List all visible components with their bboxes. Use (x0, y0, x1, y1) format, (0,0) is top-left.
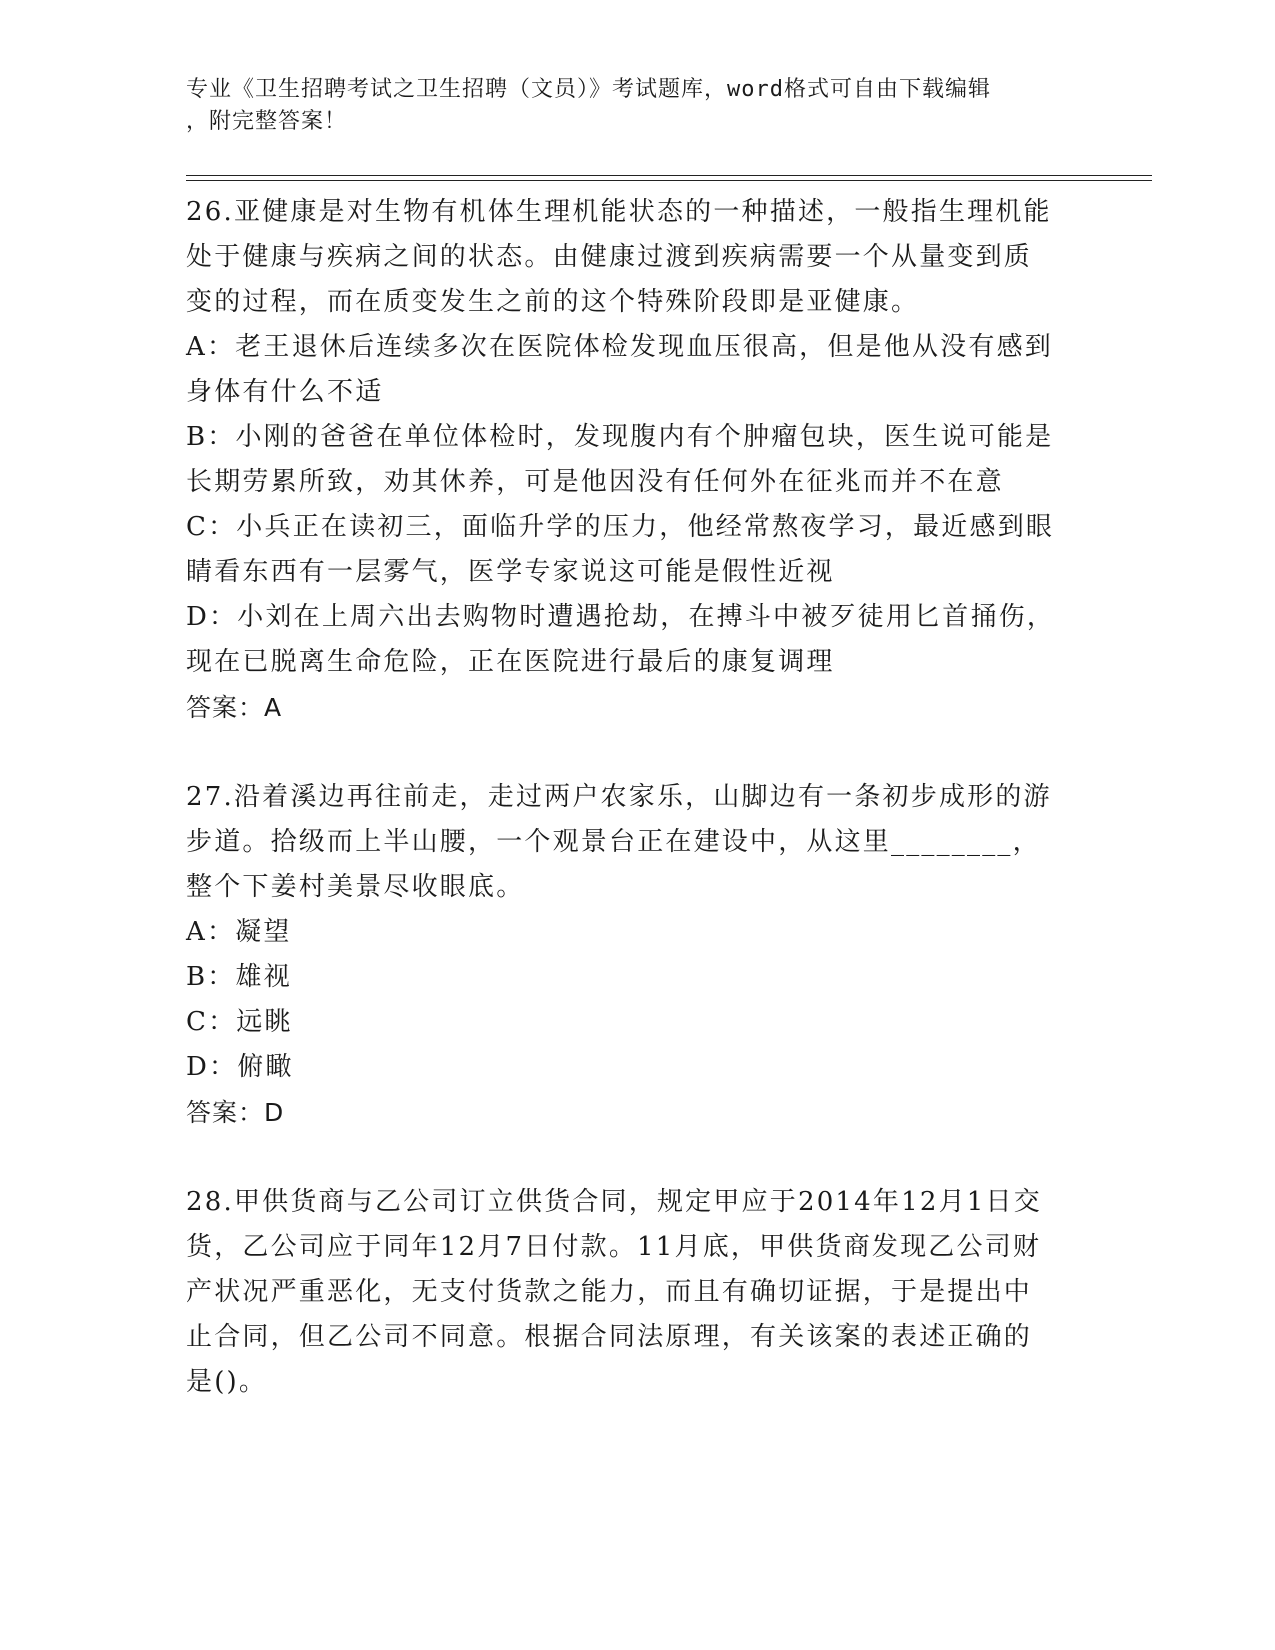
header-line-1: 专业《卫生招聘考试之卫生招聘（文员）》考试题库，word格式可自由下载编辑 (186, 77, 991, 102)
option-b: B：小刚的爸爸在单位体检时，发现腹内有个肿瘤包块，医生说可能是 (186, 422, 1054, 452)
option-b: B：雄视 (186, 962, 292, 992)
option-c: C：远眺 (186, 1007, 293, 1037)
question-stem-line: 产状况严重恶化，无支付货款之能力，而且有确切证据，于是提出中 (186, 1277, 1033, 1307)
question-stem-line: 变的过程，而在质变发生之前的这个特殊阶段即是亚健康。 (186, 287, 920, 317)
question-26 (186, 190, 1086, 730)
option-d: D：小刘在上周六出去购物时遭遇抢劫，在搏斗中被歹徒用匕首捅伤， (186, 602, 1056, 632)
option-d-cont: 现在已脱离生命危险，正在医院进行最后的康复调理 (186, 647, 835, 677)
question-list (186, 190, 1086, 1405)
question-stem-line: 整个下姜村美景尽收眼底。 (186, 872, 525, 902)
option-c-cont: 睛看东西有一层雾气，医学专家说这可能是假性近视 (186, 557, 835, 587)
question-stem-line: 处于健康与疾病之间的状态。由健康过渡到疾病需要一个从量变到质 (186, 242, 1033, 272)
question-stem-line: 26.亚健康是对生物有机体生理机能状态的一种描述，一般指生理机能 (186, 197, 1052, 227)
header-divider-bottom (186, 180, 1152, 181)
option-a: A：老王退休后连续多次在医院体检发现血压很高，但是他从没有感到 (186, 332, 1053, 362)
question-stem-line: 是()。 (186, 1367, 268, 1397)
page-header (186, 74, 1066, 138)
answer-line: 答案：A (186, 693, 283, 722)
question-stem-line: 止合同，但乙公司不同意。根据合同法原理，有关该案的表述正确的 (186, 1322, 1033, 1352)
question-separator (186, 1135, 1086, 1180)
option-b-cont: 长期劳累所致，劝其休养，可是他因没有任何外在征兆而并不在意 (186, 467, 1004, 497)
question-28 (186, 1180, 1086, 1405)
option-a: A：凝望 (186, 917, 292, 947)
header-divider-top (186, 175, 1152, 176)
question-stem-line: 步道。拾级而上半山腰，一个观景台正在建设中，从这里________， (186, 827, 1041, 857)
question-stem-line: 28.甲供货商与乙公司订立供货合同，规定甲应于2014年12月1日交 (186, 1187, 1042, 1217)
header-line-2: ，附完整答案！ (186, 109, 348, 134)
question-stem-line: 27.沿着溪边再往前走，走过两户农家乐，山脚边有一条初步成形的游 (186, 782, 1052, 812)
option-a-cont: 身体有什么不适 (186, 377, 384, 407)
question-27 (186, 775, 1086, 1135)
answer-line: 答案：D (186, 1098, 285, 1127)
option-d: D：俯瞰 (186, 1052, 294, 1082)
question-stem-line: 货，乙公司应于同年12月7日付款。11月底，甲供货商发现乙公司财 (186, 1232, 1042, 1262)
option-c: C：小兵正在读初三，面临升学的压力，他经常熬夜学习，最近感到眼 (186, 512, 1055, 542)
question-separator (186, 730, 1086, 775)
